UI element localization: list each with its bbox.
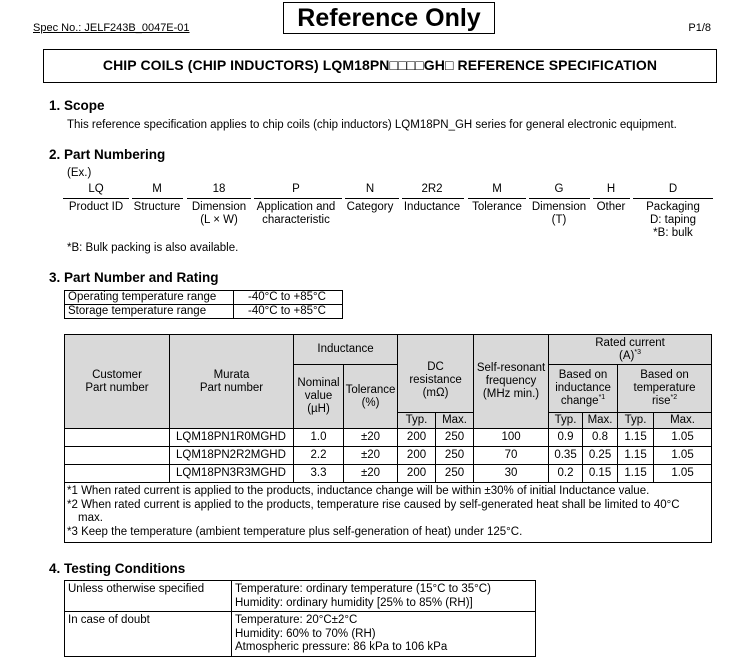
cell-nominal: 2.2 [294,447,344,465]
header-tr-typ: Typ. [618,413,654,429]
cell-tol: ±20 [344,447,398,465]
part-code-underline [132,198,183,199]
note-3: *3 Keep the temperature (ambient temperature plus self-generation of heat) under 125°C. [67,525,523,538]
cell-customer [65,447,170,465]
part-code-underline [345,198,399,199]
header-murata: Murata Part number [170,335,294,429]
cell-murata: LQM18PN3R3MGHD [170,465,294,483]
part-code-label: Tolerance [472,201,522,213]
header-rated-current: Rated current $(A)^{*3}$ [549,335,712,365]
cell-tr-typ: 1.15 [618,429,654,447]
cell-nominal: 3.3 [294,465,344,483]
part-code-underline [468,198,526,199]
table-row [65,465,712,483]
part-code-label: Dimension (T) [531,201,587,226]
example-label: (Ex.) [67,167,92,179]
header-temperature-rise: Based on temperature rise$^{*2}$ [618,365,712,413]
header-customer: Customer Part number [65,335,170,429]
part-code-label: Structure [133,201,181,213]
cell-dc-max: 250 [436,429,474,447]
part-code-underline [63,198,129,199]
header-ic-typ: Typ. [549,413,583,429]
part-numbering-heading: 2. Part Numbering [49,147,166,162]
header-nominal: Nominal value (µH) [294,365,344,429]
part-code: N [365,183,375,195]
cell-tol: ±20 [344,429,398,447]
condition-label: In case of doubt [65,612,232,657]
scope-heading: 1. Scope [49,98,105,113]
header-inductance: Inductance [294,335,398,365]
rating-heading: 3. Part Number and Rating [49,270,219,285]
temp-label: Operating temperature range [65,291,234,305]
storage-temp-row [65,305,343,319]
part-code-label: Inductance [403,201,461,213]
bulk-note: *B: Bulk packing is also available. [67,242,239,254]
header-dc-typ: Typ. [398,413,436,429]
operating-temp-row [65,291,343,305]
condition-label: Unless otherwise specified [65,581,232,612]
part-code-label: Packaging D: taping *B: bulk [646,201,700,239]
part-code: P [292,183,300,195]
cell-ic-max: 0.15 [583,465,618,483]
part-code-underline [254,198,342,199]
header-dc-max: Max. [436,413,474,429]
cell-customer [65,465,170,483]
testing-row-normal [65,581,536,612]
cell-tol: ±20 [344,465,398,483]
part-code: G [554,183,564,195]
cell-ic-typ: 0.9 [549,429,583,447]
part-code-label: Dimension (L × W) [191,201,247,226]
part-code-underline [529,198,590,199]
temperature-range-table [64,290,343,319]
header-tolerance: Tolerance (%) [344,365,398,429]
part-code-underline [633,198,713,199]
cell-ic-max: 0.25 [583,447,618,465]
part-code-label: Other [596,201,626,213]
rating-notes [65,483,712,543]
cell-ic-max: 0.8 [583,429,618,447]
testing-heading: 4. Testing Conditions [49,561,186,576]
cell-dc-typ: 200 [398,429,436,447]
temp-value: -40°C to +85°C [234,305,343,319]
cell-ic-typ: 0.2 [549,465,583,483]
document-title: CHIP COILS (CHIP INDUCTORS) LQM18PN□□□□GH□ REFERENCE SPECIFICATION [43,49,717,83]
cell-murata: LQM18PN1R0MGHD [170,429,294,447]
cell-tr-max: 1.05 [654,429,712,447]
table-row [65,447,712,465]
cell-tr-max: 1.05 [654,465,712,483]
cell-srf: 30 [474,465,549,483]
cell-dc-typ: 200 [398,465,436,483]
header-ic-max: Max. [583,413,618,429]
cell-tr-typ: 1.15 [618,447,654,465]
cell-srf: 70 [474,447,549,465]
part-code-label: Category [346,201,394,213]
page-number: P1/8 [688,22,711,34]
part-code: M [152,183,162,195]
part-code-underline [402,198,464,199]
part-code: LQ [88,183,104,195]
condition-values: Temperature: 20°C±2°C Humidity: 60% to 70% (RH) Atmospheric pressure: 86 kPa to 106 kPa [232,612,536,657]
testing-row-doubt [65,612,536,657]
spec-number: Spec No.: JELF243B_0047E-01 [33,22,190,34]
part-code-underline [593,198,630,199]
temp-value: -40°C to +85°C [234,291,343,305]
note-2-continued: max. [78,512,103,524]
temp-label: Storage temperature range [65,305,234,319]
part-code-underline [187,198,251,199]
header-tr-max: Max. [654,413,712,429]
part-code: M [492,183,502,195]
testing-conditions-table [64,580,536,657]
cell-nominal: 1.0 [294,429,344,447]
part-code-label: Application and characteristic [256,201,336,226]
part-code: D [668,183,678,195]
note-1: *1 When rated current is applied to the products, inductance change will be within ±30% of initial Inductance value. [67,485,650,497]
cell-tr-typ: 1.15 [618,465,654,483]
cell-dc-typ: 200 [398,447,436,465]
cell-srf: 100 [474,429,549,447]
part-code-label: Product ID [68,201,124,213]
cell-customer [65,429,170,447]
table-row [65,429,712,447]
header-self-resonant: Self-resonant frequency (MHz min.) [474,335,549,429]
rating-table [64,334,712,543]
cell-tr-max: 1.05 [654,447,712,465]
part-code: H [606,183,616,195]
scope-text: This reference specification applies to chip coils (chip inductors) LQM18PN_GH series for general electronic equipment. [67,119,677,131]
header-dc-resistance: DC resistance (mΩ) [398,335,474,413]
cell-ic-typ: 0.35 [549,447,583,465]
cell-dc-max: 250 [436,447,474,465]
header-inductance-change: Based on inductance change$^{*1}$ [549,365,618,413]
part-code: 18 [212,183,226,195]
part-code: 2R2 [421,183,443,195]
cell-dc-max: 250 [436,465,474,483]
condition-values: Temperature: ordinary temperature (15°C to 35°C) Humidity: ordinary humidity [25% to 85% (RH)] [232,581,536,612]
note-2: *2 When rated current is applied to the products, temperature rise caused by self-generated heat shall be limited to 40°C [67,498,680,511]
cell-murata: LQM18PN2R2MGHD [170,447,294,465]
reference-only-stamp: Reference Only [283,2,495,34]
